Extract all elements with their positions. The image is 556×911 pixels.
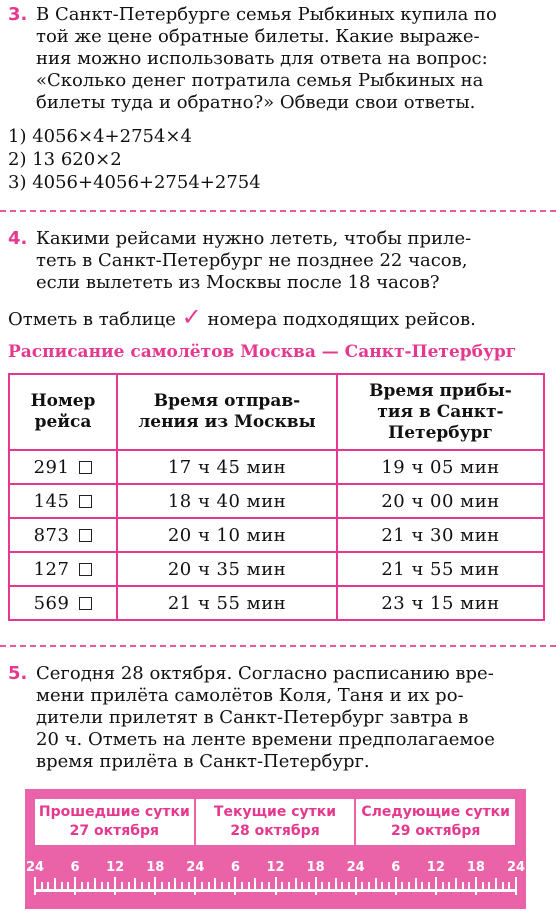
hour-tick xyxy=(67,882,69,892)
task-4-line: если вылететь из Москвы после 18 часов? xyxy=(36,272,440,293)
arrival-cell: 19 ч 05 мин xyxy=(337,450,544,484)
hour-tick xyxy=(114,877,116,895)
arrival-cell: 20 ч 00 мин xyxy=(337,484,544,518)
flight-checkbox[interactable] xyxy=(79,597,92,610)
header-departure: Время отправ- ления из Москвы xyxy=(117,374,337,450)
hour-label: 24 xyxy=(506,860,526,875)
table-header-row xyxy=(9,374,544,450)
hour-tick xyxy=(194,877,196,895)
arrival-cell: 23 ч 15 мин xyxy=(337,586,544,620)
hour-tick xyxy=(435,877,437,895)
task-3-line: В Санкт-Петербурге семья Рыбкиных купила по xyxy=(36,4,497,25)
instruction-text: номера подходящих рейсов. xyxy=(207,309,476,330)
task-3-line: той же цене обратные билеты. Какие выраже- xyxy=(36,26,480,47)
task-4-instruction xyxy=(8,303,476,331)
flight-checkbox[interactable] xyxy=(79,529,92,542)
timeline[interactable] xyxy=(25,789,526,909)
task-5-number: 5. xyxy=(8,663,28,684)
task-5-line: дители прилетят в Санкт-Петербург завтра в xyxy=(36,707,469,728)
hour-label: 18 xyxy=(466,860,485,875)
table-row xyxy=(9,586,544,620)
hour-tick xyxy=(335,878,337,892)
header-arrival: Время прибы- тия в Санкт- Петербург xyxy=(337,374,544,450)
hour-tick xyxy=(321,882,323,892)
task-5-line: 20 ч. Отметь на ленте времени предполагаемое xyxy=(36,729,495,750)
task-3-line: билеты туда и обратно?» Обведи свои ответы. xyxy=(36,92,476,113)
hour-tick xyxy=(174,878,176,892)
hour-tick xyxy=(442,882,444,892)
task-5-line: Сегодня 28 октября. Согласно расписанию вре- xyxy=(36,663,494,684)
task-4-number: 4. xyxy=(8,228,28,249)
hour-tick xyxy=(295,878,297,892)
hour-tick xyxy=(308,882,310,892)
departure-cell: 20 ч 35 мин xyxy=(117,552,337,586)
hour-tick xyxy=(34,877,36,895)
hour-tick xyxy=(234,877,236,895)
section-divider xyxy=(0,210,556,212)
hour-tick xyxy=(368,882,370,892)
hour-tick xyxy=(462,882,464,892)
hour-tick xyxy=(128,882,130,892)
schedule-caption: Расписание самолётов Москва — Санкт-Петербург xyxy=(8,342,517,362)
section-divider xyxy=(0,645,556,647)
hour-tick xyxy=(101,882,103,892)
hour-tick xyxy=(107,882,109,892)
hour-tick xyxy=(468,882,470,892)
hour-tick xyxy=(415,878,417,892)
task-5-line: мени прилёта самолётов Коля, Таня и их ро- xyxy=(36,685,464,706)
hour-tick xyxy=(275,877,277,895)
hour-tick xyxy=(94,878,96,892)
hour-tick xyxy=(355,877,357,895)
hour-tick xyxy=(361,882,363,892)
hour-label: 6 xyxy=(70,860,80,875)
task-4-line: Какими рейсами нужно лететь, чтобы приле- xyxy=(36,228,472,249)
hour-tick xyxy=(421,882,423,892)
hour-tick xyxy=(154,877,156,895)
task-3-option-1[interactable]: 1) 4056×4+2754×4 xyxy=(8,126,192,147)
table-row xyxy=(9,450,544,484)
hour-label: 18 xyxy=(306,860,325,875)
hour-tick xyxy=(161,882,163,892)
hour-tick xyxy=(254,878,256,892)
timeline-ruler[interactable] xyxy=(25,877,526,901)
hour-tick xyxy=(168,882,170,892)
hour-tick xyxy=(515,877,517,895)
task-5-text xyxy=(36,663,546,773)
flight-number: 569 xyxy=(33,592,70,614)
timeline-hour-labels xyxy=(25,860,526,876)
flight-number: 291 xyxy=(33,456,70,478)
task-3-line: «Сколько денег потратила семья Рыбкиных на xyxy=(36,70,484,91)
day-date: 27 октября xyxy=(69,823,160,839)
hour-tick xyxy=(181,882,183,892)
hour-tick xyxy=(41,882,43,892)
task-4-text xyxy=(36,228,546,294)
day-title: Следующие сутки xyxy=(361,804,510,820)
flight-cell xyxy=(9,586,117,620)
hour-tick xyxy=(141,882,143,892)
hour-label: 24 xyxy=(25,860,45,875)
hour-tick xyxy=(261,882,263,892)
check-mark-icon: ✓ xyxy=(181,303,202,331)
departure-cell: 20 ч 10 мин xyxy=(117,518,337,552)
hour-tick xyxy=(201,882,203,892)
hour-tick xyxy=(301,882,303,892)
hour-tick xyxy=(87,882,89,892)
table-row xyxy=(9,552,544,586)
hour-tick xyxy=(395,877,397,895)
hour-tick xyxy=(508,882,510,892)
hour-tick xyxy=(488,882,490,892)
hour-tick xyxy=(268,882,270,892)
task-3-option-2[interactable]: 2) 13 620×2 xyxy=(8,149,122,170)
flight-schedule-table xyxy=(8,373,545,621)
day-title: Текущие сутки xyxy=(213,804,337,820)
hour-tick xyxy=(74,877,76,895)
hour-tick xyxy=(248,882,250,892)
flight-cell xyxy=(9,518,117,552)
hour-tick xyxy=(134,878,136,892)
flight-number: 127 xyxy=(33,558,70,580)
hour-tick xyxy=(221,882,223,892)
departure-cell: 17 ч 45 мин xyxy=(117,450,337,484)
hour-tick xyxy=(408,882,410,892)
hour-tick xyxy=(348,882,350,892)
hour-tick xyxy=(54,878,56,892)
flight-checkbox[interactable] xyxy=(79,563,92,576)
hour-tick xyxy=(375,878,377,892)
header-flight-number: Номер рейса xyxy=(9,374,117,450)
hour-label: 12 xyxy=(426,860,445,875)
hour-tick xyxy=(401,882,403,892)
timeline-day-current xyxy=(196,799,357,845)
table-row xyxy=(9,518,544,552)
hour-label: 18 xyxy=(146,860,165,875)
hour-label: 6 xyxy=(391,860,401,875)
flight-checkbox[interactable] xyxy=(79,495,92,508)
hour-tick xyxy=(448,882,450,892)
hour-tick xyxy=(208,882,210,892)
hour-tick xyxy=(188,882,190,892)
hour-tick xyxy=(47,882,49,892)
hour-tick xyxy=(281,882,283,892)
task-3-number: 3. xyxy=(8,4,28,25)
hour-tick xyxy=(81,882,83,892)
hour-tick xyxy=(381,882,383,892)
hour-tick xyxy=(288,882,290,892)
flight-checkbox[interactable] xyxy=(79,461,92,474)
hour-tick xyxy=(455,878,457,892)
hour-tick xyxy=(228,882,230,892)
hour-tick xyxy=(214,878,216,892)
hour-tick xyxy=(495,878,497,892)
task-3-option-3[interactable]: 3) 4056+4056+2754+2754 xyxy=(8,172,261,193)
timeline-days-panel xyxy=(35,799,515,845)
flight-cell xyxy=(9,552,117,586)
task-3-line: ния можно использовать для ответа на вопрос: xyxy=(36,48,488,69)
task-3-text xyxy=(36,4,546,114)
timeline-day-previous xyxy=(35,799,196,845)
day-title: Прошедшие сутки xyxy=(38,804,190,820)
task-4-line: теть в Санкт-Петербург не позднее 22 часов, xyxy=(36,250,468,271)
hour-label: 12 xyxy=(266,860,285,875)
hour-tick xyxy=(388,882,390,892)
hour-tick xyxy=(475,877,477,895)
instruction-text: Отметь в таблице xyxy=(8,309,176,330)
hour-label: 12 xyxy=(106,860,125,875)
flight-number: 145 xyxy=(33,490,70,512)
hour-tick xyxy=(121,882,123,892)
flight-number: 873 xyxy=(33,524,70,546)
hour-tick xyxy=(315,877,317,895)
hour-tick xyxy=(241,882,243,892)
hour-tick xyxy=(148,882,150,892)
task-5-line: время прилёта в Санкт-Петербург. xyxy=(36,751,370,772)
hour-tick xyxy=(61,882,63,892)
hour-tick xyxy=(502,882,504,892)
flight-cell xyxy=(9,450,117,484)
arrival-cell: 21 ч 30 мин xyxy=(337,518,544,552)
arrival-cell: 21 ч 55 мин xyxy=(337,552,544,586)
hour-label: 24 xyxy=(346,860,365,875)
departure-cell: 21 ч 55 мин xyxy=(117,586,337,620)
day-date: 28 октября xyxy=(230,823,320,839)
flight-cell xyxy=(9,484,117,518)
hour-label: 6 xyxy=(230,860,240,875)
day-date: 29 октября xyxy=(390,823,481,839)
hour-tick xyxy=(328,882,330,892)
table-row xyxy=(9,484,544,518)
hour-label: 24 xyxy=(186,860,205,875)
timeline-day-next xyxy=(356,799,515,845)
hour-tick xyxy=(341,882,343,892)
hour-tick xyxy=(482,882,484,892)
hour-tick xyxy=(428,882,430,892)
departure-cell: 18 ч 40 мин xyxy=(117,484,337,518)
